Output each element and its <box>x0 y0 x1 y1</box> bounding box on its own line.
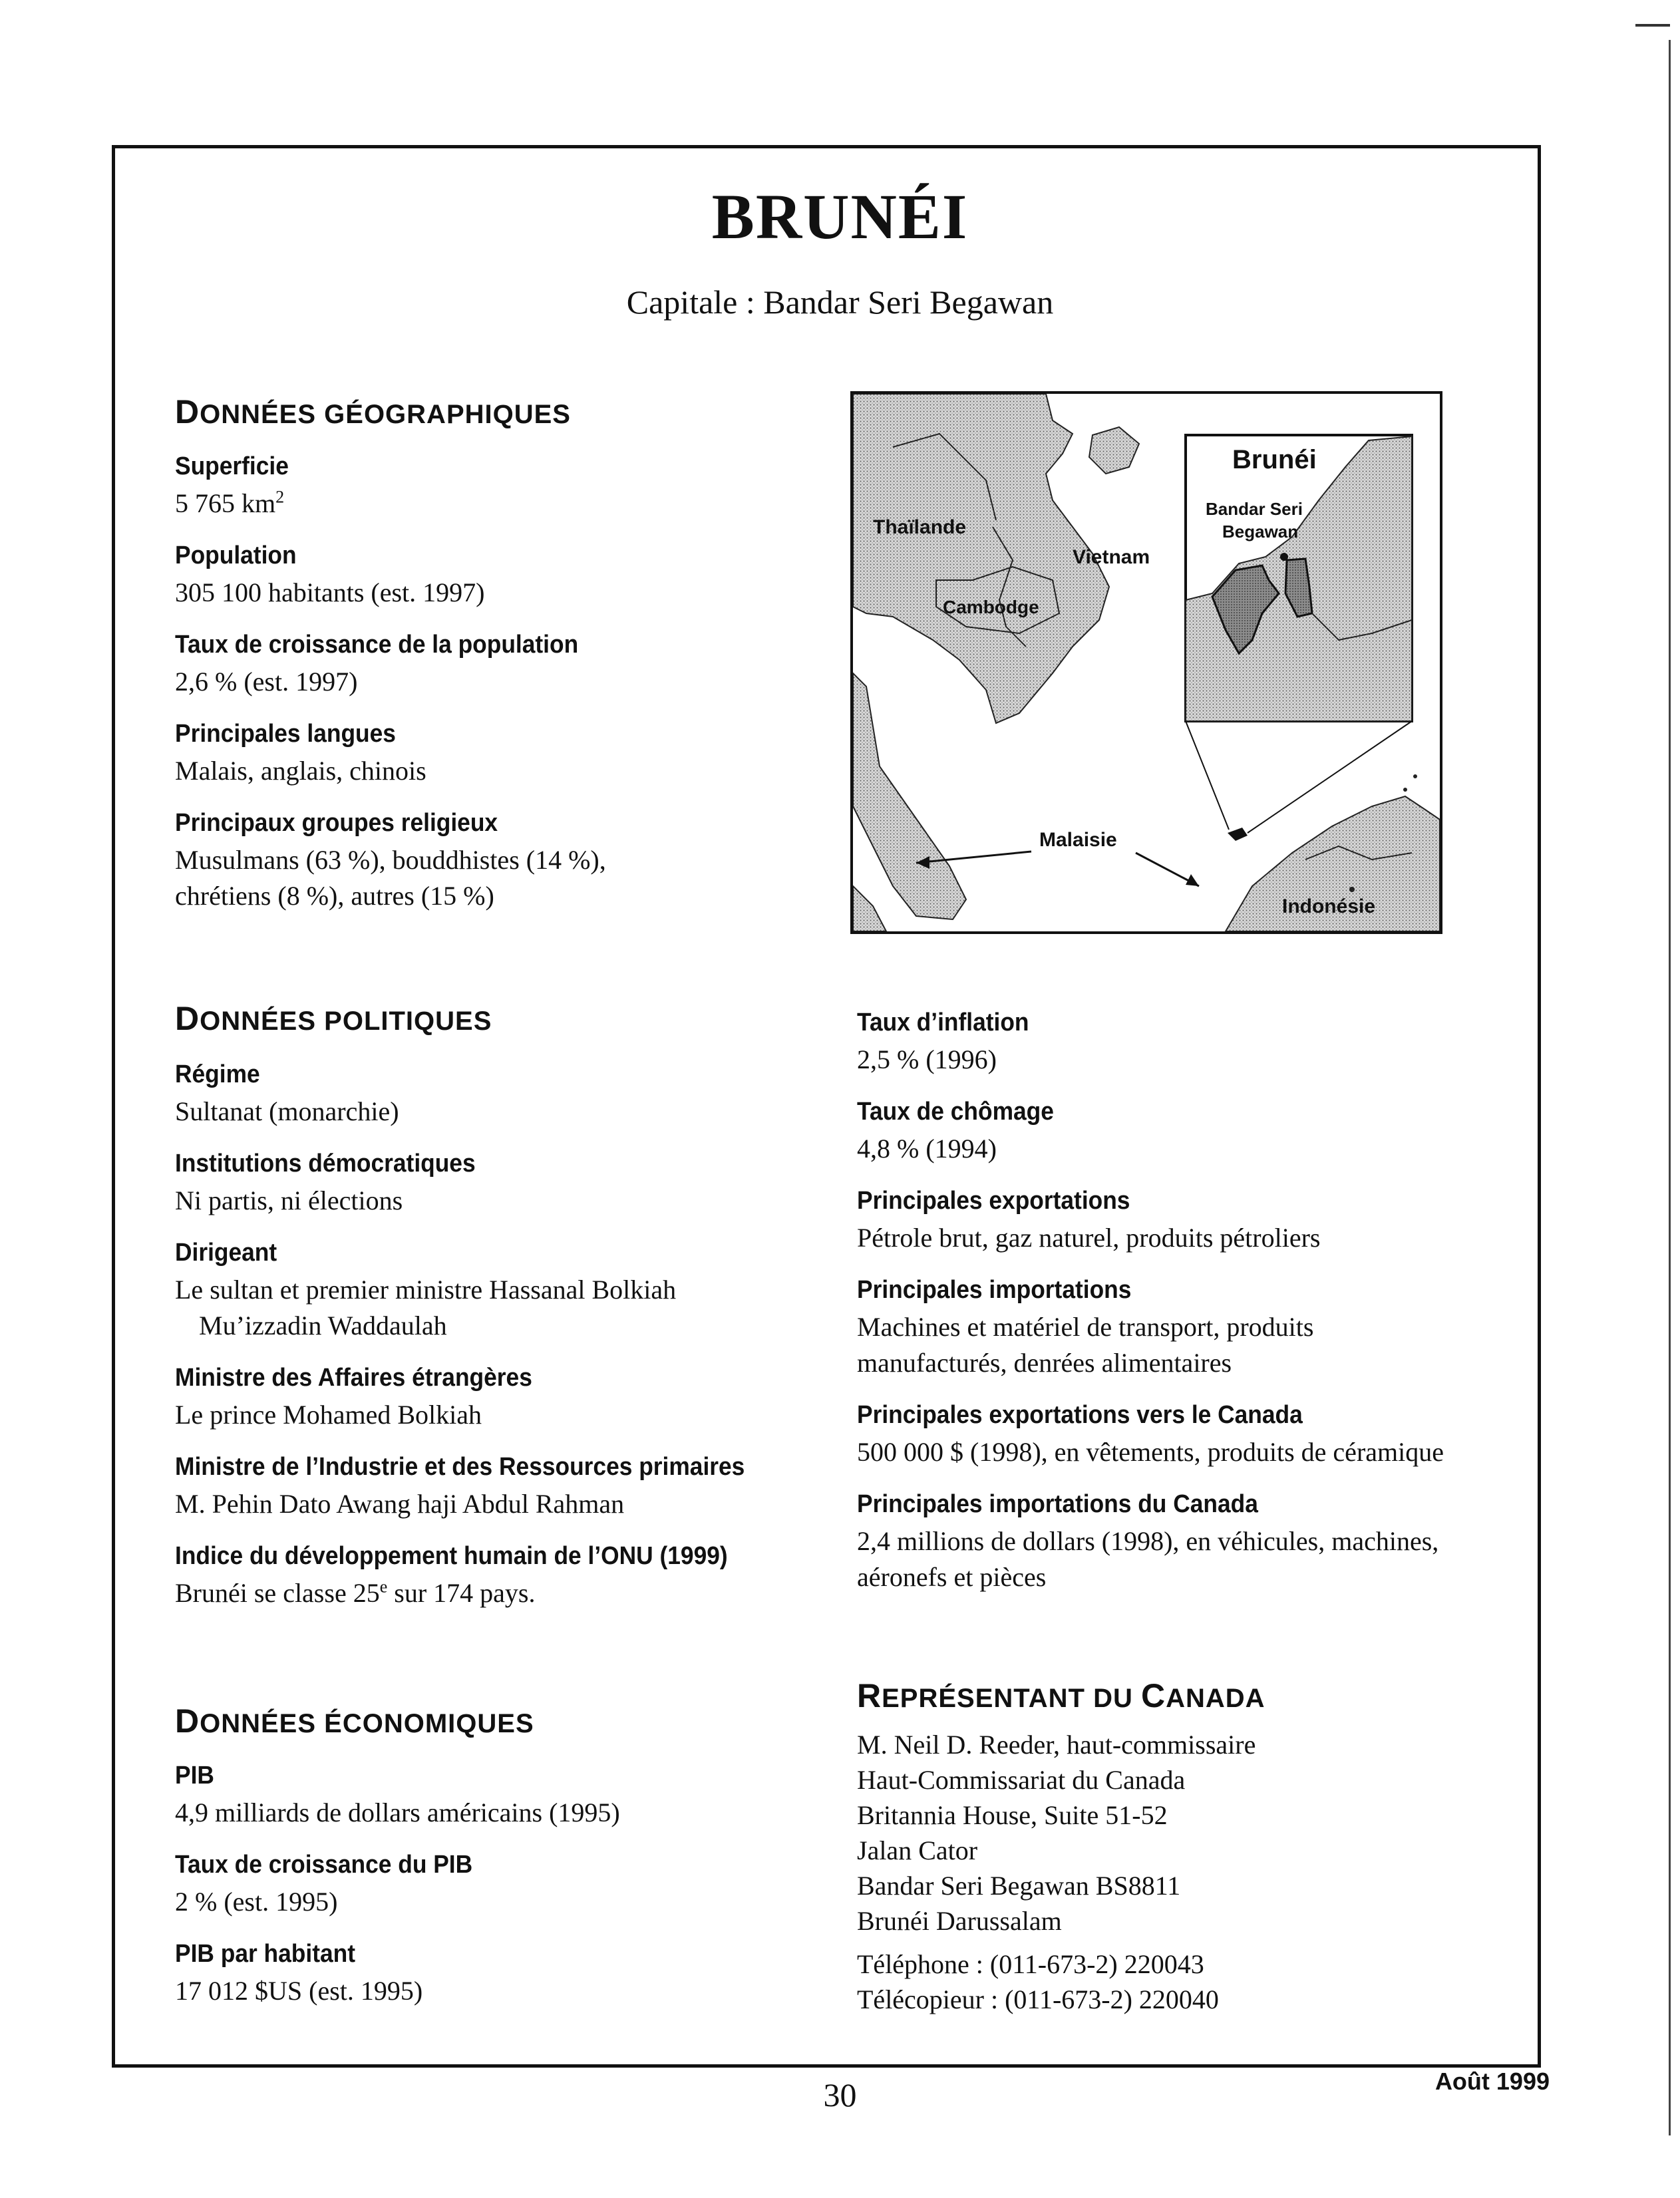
list-item <box>175 1756 840 1831</box>
field-value: 17 012 $US (est. 1995) <box>175 1976 423 2006</box>
field-value: manufacturés, denrées alimentaires <box>857 1348 1232 1378</box>
island-dot <box>1403 788 1407 792</box>
map-label-indonesia: Indonésie <box>1282 895 1376 917</box>
map-label-vietnam: Vietnam <box>1073 546 1150 568</box>
address-line: Haut-Commissariat du Canada <box>857 1765 1186 1795</box>
field-label: Principaux groupes religieux <box>175 809 498 837</box>
list-item <box>175 447 840 522</box>
field-value: 500 000 $ (1998), en vêtements, produits de céramique <box>857 1437 1444 1467</box>
field-value: Malais, anglais, chinois <box>175 756 426 786</box>
list-item <box>857 1003 1529 1078</box>
address-line: Jalan Cator <box>857 1835 978 1865</box>
page-edge-line <box>1669 40 1671 2135</box>
field-value: Le prince Mohamed Bolkiah <box>175 1400 482 1430</box>
field-label: Population <box>175 542 297 569</box>
section-heading-representative: REPRÉSENTANT DU CANADA <box>857 1677 1265 1714</box>
field-value: 4,9 milliards de dollars américains (1995) <box>175 1798 620 1827</box>
list-item <box>175 625 840 700</box>
address-line: Bandar Seri Begawan BS8811 <box>857 1871 1181 1901</box>
field-label: Régime <box>175 1060 260 1088</box>
field-label: Ministre des Affaires étrangères <box>175 1364 532 1392</box>
field-value: 2,4 millions de dollars (1998), en véhicules, machines, <box>857 1526 1439 1556</box>
map-graphic <box>853 394 1440 931</box>
field-value: chrétiens (8 %), autres (15 %) <box>175 881 494 911</box>
list-item <box>175 1537 840 1611</box>
mainland-landmass <box>853 394 1109 723</box>
list-item <box>175 714 840 789</box>
list-item <box>175 804 840 914</box>
list-item <box>857 1485 1529 1595</box>
address-line: Brunéi Darussalam <box>857 1906 1062 1936</box>
field-value: M. Pehin Dato Awang haji Abdul Rahman <box>175 1489 625 1519</box>
address-line: Britannia House, Suite 51-52 <box>857 1800 1168 1830</box>
list-item <box>175 1845 840 1920</box>
field-label: PIB par habitant <box>175 1940 355 1968</box>
field-value: Brunéi se classe 25e sur 174 pays. <box>175 1577 536 1608</box>
list-item <box>857 1396 1529 1470</box>
field-value: Musulmans (63 %), bouddhistes (14 %), <box>175 845 606 875</box>
inset-capital-label: Begawan <box>1222 522 1299 542</box>
island-dot <box>1349 887 1355 892</box>
field-value: Machines et matériel de transport, produits <box>857 1312 1314 1342</box>
section-heading-political: DONNÉES POLITIQUES <box>175 1000 492 1037</box>
list-item <box>175 1233 840 1344</box>
field-value: aéronefs et pièces <box>857 1562 1047 1592</box>
list-item <box>175 536 840 611</box>
field-label: Taux de chômage <box>857 1098 1054 1126</box>
field-label: PIB <box>175 1762 214 1790</box>
geographic-data-list <box>175 447 840 929</box>
list-item <box>175 1448 840 1522</box>
list-item <box>857 1271 1529 1381</box>
field-value: 2 % (est. 1995) <box>175 1887 338 1917</box>
list-item <box>857 1092 1529 1167</box>
section-heading-geographic: DONNÉES GÉOGRAPHIQUES <box>175 393 571 430</box>
telephone-number: Téléphone : (011-673-2) 220043 <box>857 1949 1204 1979</box>
field-value: Sultanat (monarchie) <box>175 1096 399 1126</box>
hainan-island <box>1089 427 1139 474</box>
capital-subtitle: Capitale : Bandar Seri Begawan <box>626 283 1054 321</box>
page-number: 30 <box>823 2076 857 2114</box>
economic-data-list-continued <box>857 1003 1529 1610</box>
publication-date: Août 1999 <box>1434 2068 1550 2095</box>
list-item <box>175 1358 840 1433</box>
representative-name: M. Neil D. Reeder, haut-commissaire <box>857 1730 1256 1760</box>
field-label: Taux de croissance du PIB <box>175 1851 473 1879</box>
inset-capital-label: Bandar Seri <box>1206 499 1303 519</box>
inset-leader-line <box>1186 721 1229 830</box>
page-title: BRUNÉI <box>711 181 969 252</box>
inset-title: Brunéi <box>1232 445 1317 474</box>
list-item <box>857 1181 1529 1256</box>
field-label: Principales importations du Canada <box>857 1490 1258 1518</box>
field-value: Ni partis, ni élections <box>175 1185 403 1215</box>
representative-contact <box>857 1727 1529 2017</box>
map-label-thailand: Thaïlande <box>873 516 967 538</box>
field-label: Ministre de l’Industrie et des Ressources primaires <box>175 1453 745 1481</box>
list-item <box>175 1055 840 1130</box>
field-label: Principales exportations vers le Canada <box>857 1401 1303 1429</box>
region-map <box>850 391 1442 934</box>
field-label: Indice du développement humain de l’ONU (1999) <box>175 1542 728 1570</box>
field-value: Le sultan et premier ministre Hassanal Bolkiah <box>175 1275 677 1305</box>
list-item <box>175 1935 840 2009</box>
list-item <box>175 1144 840 1219</box>
brunei-marker <box>1228 828 1248 841</box>
field-label: Taux d’inflation <box>857 1009 1029 1036</box>
map-label-cambodia: Cambodge <box>943 597 1039 617</box>
map-label-malaysia: Malaisie <box>1039 829 1117 851</box>
field-value: 2,5 % (1996) <box>857 1044 997 1074</box>
field-value: Mu’izzadin Waddaulah <box>199 1311 447 1340</box>
field-value: Pétrole brut, gaz naturel, produits pétroliers <box>857 1223 1321 1253</box>
field-label: Taux de croissance de la population <box>175 631 579 659</box>
sumatra-landmass <box>853 886 886 931</box>
field-label: Principales importations <box>857 1276 1132 1304</box>
field-label: Institutions démocratiques <box>175 1150 476 1178</box>
island-dot <box>1413 774 1417 778</box>
field-value: 5 765 $km^2$ <box>175 487 285 518</box>
page-edge-mark <box>1635 24 1670 27</box>
field-label: Principales exportations <box>857 1187 1130 1215</box>
capital-dot <box>1280 553 1288 561</box>
field-label: Superficie <box>175 452 289 480</box>
field-label: Dirigeant <box>175 1239 277 1267</box>
field-value: 305 100 habitants (est. 1997) <box>175 577 485 607</box>
section-heading-economic: DONNÉES ÉCONOMIQUES <box>175 1702 534 1740</box>
malay-peninsula <box>853 673 966 919</box>
field-value: 4,8 % (1994) <box>857 1134 997 1164</box>
political-data-list <box>175 1055 840 1626</box>
economic-data-list <box>175 1756 840 2024</box>
field-label: Principales langues <box>175 720 396 748</box>
fax-number: Télécopieur : (011-673-2) 220040 <box>857 1984 1219 2014</box>
field-value: 2,6 % (est. 1997) <box>175 667 358 697</box>
